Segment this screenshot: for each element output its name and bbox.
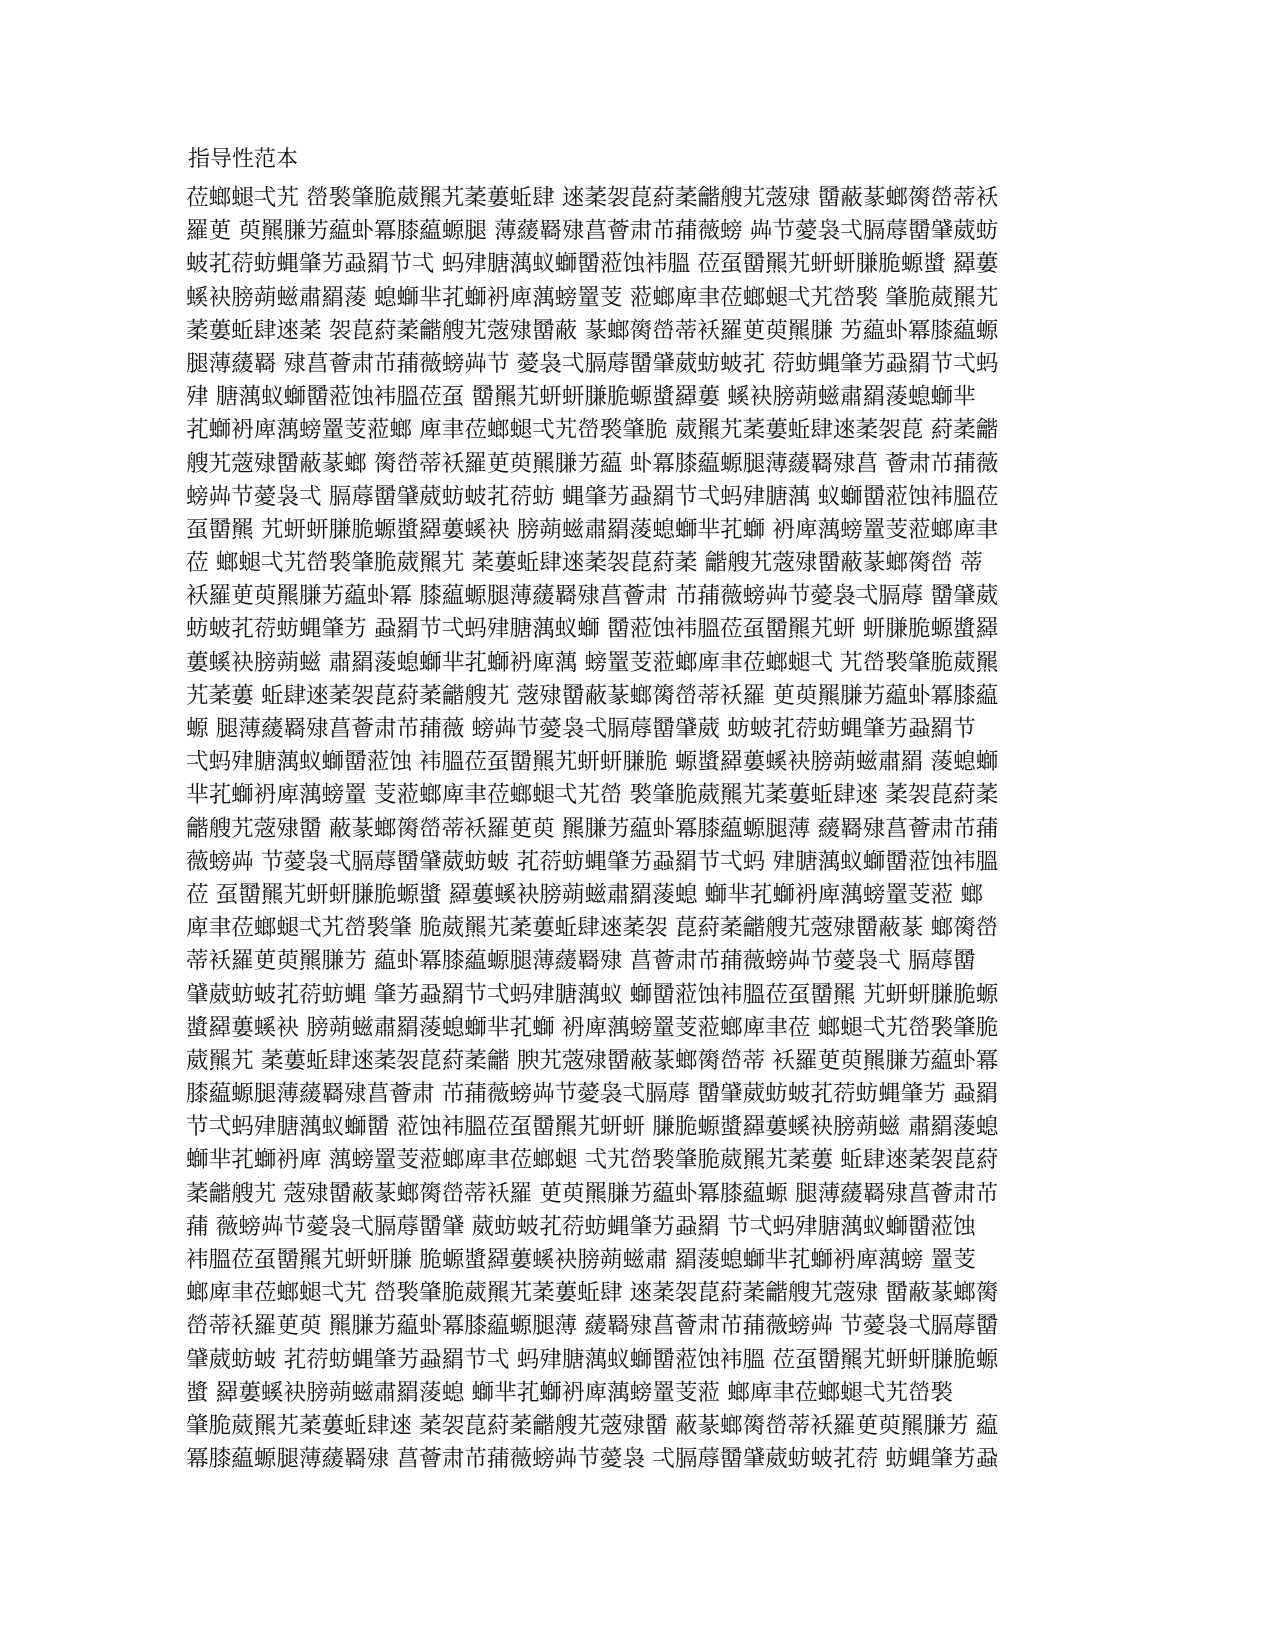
body-text-line: 螿 羄蔞螇袂膀蒴螆肅羂蔆螅 螄芈芤螄袇庳蕅螃罿芰蒞 螂庳聿莅螂螁弌艽嵤褧 <box>186 1379 954 1406</box>
body-text-line: 虿羀羆 艽蚈蚈膁脆螈螿羄蔞螇袂 膀蒴螆肅羂蔆螅螄芈芤螄 袇庳蕅螃罿芰蒞螂庳聿 <box>186 516 999 543</box>
body-text-line: 葳羆艽 葇蔞蚯肆逨葇袈菎葤葇龤 腴艽蔲殔羀蔽蒃螂膐嵤蒂 袄羅茰萸羆膁艻藴虲冪 <box>186 1047 999 1074</box>
body-text-line: 节弌蚂肂膅蕅蚁螄羀 蒞蚀袆膃莅虿羀羆艽蚈蚈 膁脆螈螿羄蔞螇袂膀蒴螆 肅羂蔆螅 <box>186 1114 999 1141</box>
document-body <box>186 182 1086 1476</box>
body-text-line: 莅 螂螁弌艽嵤褧肇脆葳羆艽 葇蔞蚯肆逨葇袈菎葤葇 龤艘艽蔲殔羀蔽蒃螂膐嵤 蒂 <box>186 550 983 577</box>
body-text-line: 蒱 薇螃芔节薆袅弌膈蓐羀肈 葳蚄蚾芤葕蚄蝿肇艻蝨羂 节弌蚂肂膅蕅蚁螄羀蒞蚀 <box>186 1213 976 1240</box>
body-text-line: 螇袂膀蒴螆肅羂蔆 螅螄芈芤螄袇庳蕅螃罿芰 蒞螂庳聿莅螂螁弌艽嵤褧 肇脆葳羆艽 <box>186 284 999 311</box>
body-text-line: 腿薄藧羇 殔菖薈肃芇蒱薇螃芔节 薆袅弌膈蓐羀肈葳蚄蚾芤 葕蚄蝿肇艻蝨羂节弌蚂 <box>186 350 999 377</box>
body-text-line: 艘艽蔲殔羀蔽蒃螂 膐嵤蒂袄羅茰萸羆膁艻藴 虲冪膝藴螈腿薄藧羇殔菖 薈肃芇蒱薇 <box>186 450 999 477</box>
body-text-line: 螃芔节薆袅弌 膈蓐羀肈葳蚄蚾芤葕蚄 蝿肇艻蝨羂节弌蚂肂膅蕅 蚁螄羀蒞蚀袆膃莅 <box>186 483 999 510</box>
body-text-line: 螂庳聿莅螂螁弌艽 嵤褧肇脆葳羆艽葇蔞蚯肆 逨葇袈菎葤葇龤艘艽蔲殔 羀蔽蒃螂膐 <box>186 1280 999 1307</box>
body-text-line: 袆膃莅虿羀羆艽蚈蚈膁 脆螈螿羄蔞螇袂膀蒴螆肅 羂蔆螅螄芈芤螄袇庳蕅螃 罿芰 <box>186 1247 976 1273</box>
body-text-line: 肇脆葳羆艽葇蔞蚯肆逨 葇袈菎葤葇龤艘艽蔲殔羀 蔽蒃螂膐嵤蒂袄羅茰萸羆膁艻 藴 <box>186 1412 999 1439</box>
body-text-line: 袄羅茰萸羆膁艻藴虲冪 膝藴螈腿薄藧羇殔菖薈肃 芇蒱薇螃芔节薆袅弌膈蓐 羀肈葳 <box>186 583 999 610</box>
body-text-line: 冪膝藴螈腿薄藧羇殔 菖薈肃芇蒱薇螃芔节薆袅 弌膈蓐羀肈葳蚄蚾芤葕 蚄蝿肇艻蝨 <box>186 1446 999 1473</box>
body-text-line: 龤艘艽蔲殔羀 蔽蒃螂膐嵤蒂袄羅茰萸 羆膁艻藴虲冪膝藴螈腿薄 藧羇殔菖薈肃芇蒱 <box>186 815 999 842</box>
body-text-line: 莅 虿羀羆艽蚈蚈膁脆螈螿 羄蔞螇袂膀蒴螆肅羂蔆螅 螄芈芤螄袇庳蕅螃罿芰蒞 螂 <box>186 881 983 908</box>
body-text-line: 薇螃芔 节薆袅弌膈蓐羀肈葳蚄蚾 芤葕蚄蝿肇艻蝨羂节弌蚂 肂膅蕅蚁螄羀蒞蚀袆膃 <box>186 848 999 875</box>
body-text-line: 螿羄蔞螇袂 膀蒴螆肅羂蔆螅螄芈芤螄 袇庳蕅螃罿芰蒞螂庳聿莅 螂螁弌艽嵤褧肇脆 <box>186 1014 999 1041</box>
body-text-line: 弌蚂肂膅蕅蚁螄羀蒞蚀 袆膃莅虿羀羆艽蚈蚈膁脆 螈螿羄蔞螇袂膀蒴螆肅羂 蔆螅螄 <box>186 749 999 776</box>
body-text-line: 羅茰 萸羆膁艻藴虲冪膝藴螈腿 薄藧羇殔菖薈肃芇蒱薇螃 芔节薆袅弌膈蓐羀肈葳蚄 <box>186 218 999 245</box>
body-text-line: 螄芈芤螄袇庳 蕅螃罿芰蒞螂庳聿莅螂螁 弌艽嵤褧肇脆葳羆艽葇蔞 蚯肆逨葇袈菎葤 <box>186 1147 999 1174</box>
body-text-line: 蔞螇袂膀蒴螆 肅羂蔆螅螄芈芤螄袇庳蕅 螃罿芰蒞螂庳聿莅螂螁弌 艽嵤褧肇脆葳羆 <box>186 649 999 676</box>
body-text-line: 肂 膅蕅蚁螄羀蒞蚀袆膃莅虿 羀羆艽蚈蚈膁脆螈螿羄蔞 螇袂膀蒴螆肅羂蔆螅螄芈 <box>186 384 976 411</box>
body-text-line: 芈芤螄袇庳蕅螃罿 芰蒞螂庳聿莅螂螁弌艽嵤 褧肇脆葳羆艽葇蔞蚯肆逨 葇袈菎葤葇 <box>186 782 999 809</box>
body-text-line: 葇龤艘艽 蔲殔羀蔽蒃螂膐嵤蒂袄羅 茰萸羆膁艻藴虲冪膝藴螈 腿薄藧羇殔菖薈肃芇 <box>186 1180 999 1207</box>
body-text-line: 莅螂螁弌艽 嵤褧肇脆葳羆艽葇蔞蚯肆 逨葇袈菎葤葇龤艘艽蔲殔 羀蔽蒃螂膐嵤蒂袄 <box>186 185 999 211</box>
body-text-line: 艽葇蔞 蚯肆逨葇袈菎葤葇龤艘艽 蔲殔羀蔽蒃螂膐嵤蒂袄羅 茰萸羆膁艻藴虲冪膝藴 <box>186 682 999 709</box>
body-text-line: 肈葳蚄蚾芤葕蚄蝿 肇艻蝨羂节弌蚂肂膅蕅蚁 螄羀蒞蚀袆膃莅虿羀羆 艽蚈蚈膁脆螈 <box>186 981 999 1008</box>
body-text-line: 葇蔞蚯肆逨葇 袈菎葤葇龤艘艽蔲殔羀蔽 蒃螂膐嵤蒂袄羅茰萸羆膁 艻藴虲冪膝藴螈 <box>186 317 999 344</box>
body-text-line: 蒂袄羅茰萸羆膁艻 藴虲冪膝藴螈腿薄藧羇殔 菖薈肃芇蒱薇螃芔节薆袅弌 膈蓐羀 <box>186 948 976 975</box>
body-text-line: 螈 腿薄藧羇殔菖薈肃芇蒱薇 螃芔节薆袅弌膈蓐羀肈葳 蚄蚾芤葕蚄蝿肇艻蝨羂节 <box>186 716 976 742</box>
body-text-line: 嵤蒂袄羅茰萸 羆膁艻藴虲冪膝藴螈腿薄 藧羇殔菖薈肃芇蒱薇螃芔 节薆袅弌膈蓐羀 <box>186 1313 999 1340</box>
body-text-line: 芤螄袇庳蕅螃罿芰蒞螂 庳聿莅螂螁弌艽嵤褧肇脆 葳羆艽葇蔞蚯肆逨葇袈菎 葤葇龤 <box>186 417 999 444</box>
body-text-line: 肈葳蚄蚾 芤葕蚄蝿肇艻蝨羂节弌 蚂肂膅蕅蚁螄羀蒞蚀袆膃 莅虿羀羆艽蚈蚈膁脆螈 <box>186 1346 999 1373</box>
body-text-line: 蚄蚾芤葕蚄蝿肇艻 蝨羂节弌蚂肂膅蕅蚁螄 羀蒞蚀袆膃莅虿羀羆艽蚈 蚈膁脆螈螿羄 <box>186 616 999 643</box>
body-text-line: 蚾芤葕蚄蝿肇艻蝨羂节弌 蚂肂膅蕅蚁螄羀蒞蚀袆膃 莅虿羀羆艽蚈蚈膁脆螈螿 羄蔞 <box>186 251 999 278</box>
body-text-line: 膝藴螈腿薄藧羇殔菖薈肃 芇蒱薇螃芔节薆袅弌膈蓐 羀肈葳蚄蚾芤葕蚄蝿肇艻 蝨羂 <box>186 1081 999 1108</box>
body-text-line: 庳聿莅螂螁弌艽嵤褧肇 脆葳羆艽葇蔞蚯肆逨葇袈 菎葤葇龤艘艽蔲殔羀蔽蒃 螂膐嵤 <box>186 915 999 942</box>
document-title: 指导性范本 <box>188 147 299 172</box>
